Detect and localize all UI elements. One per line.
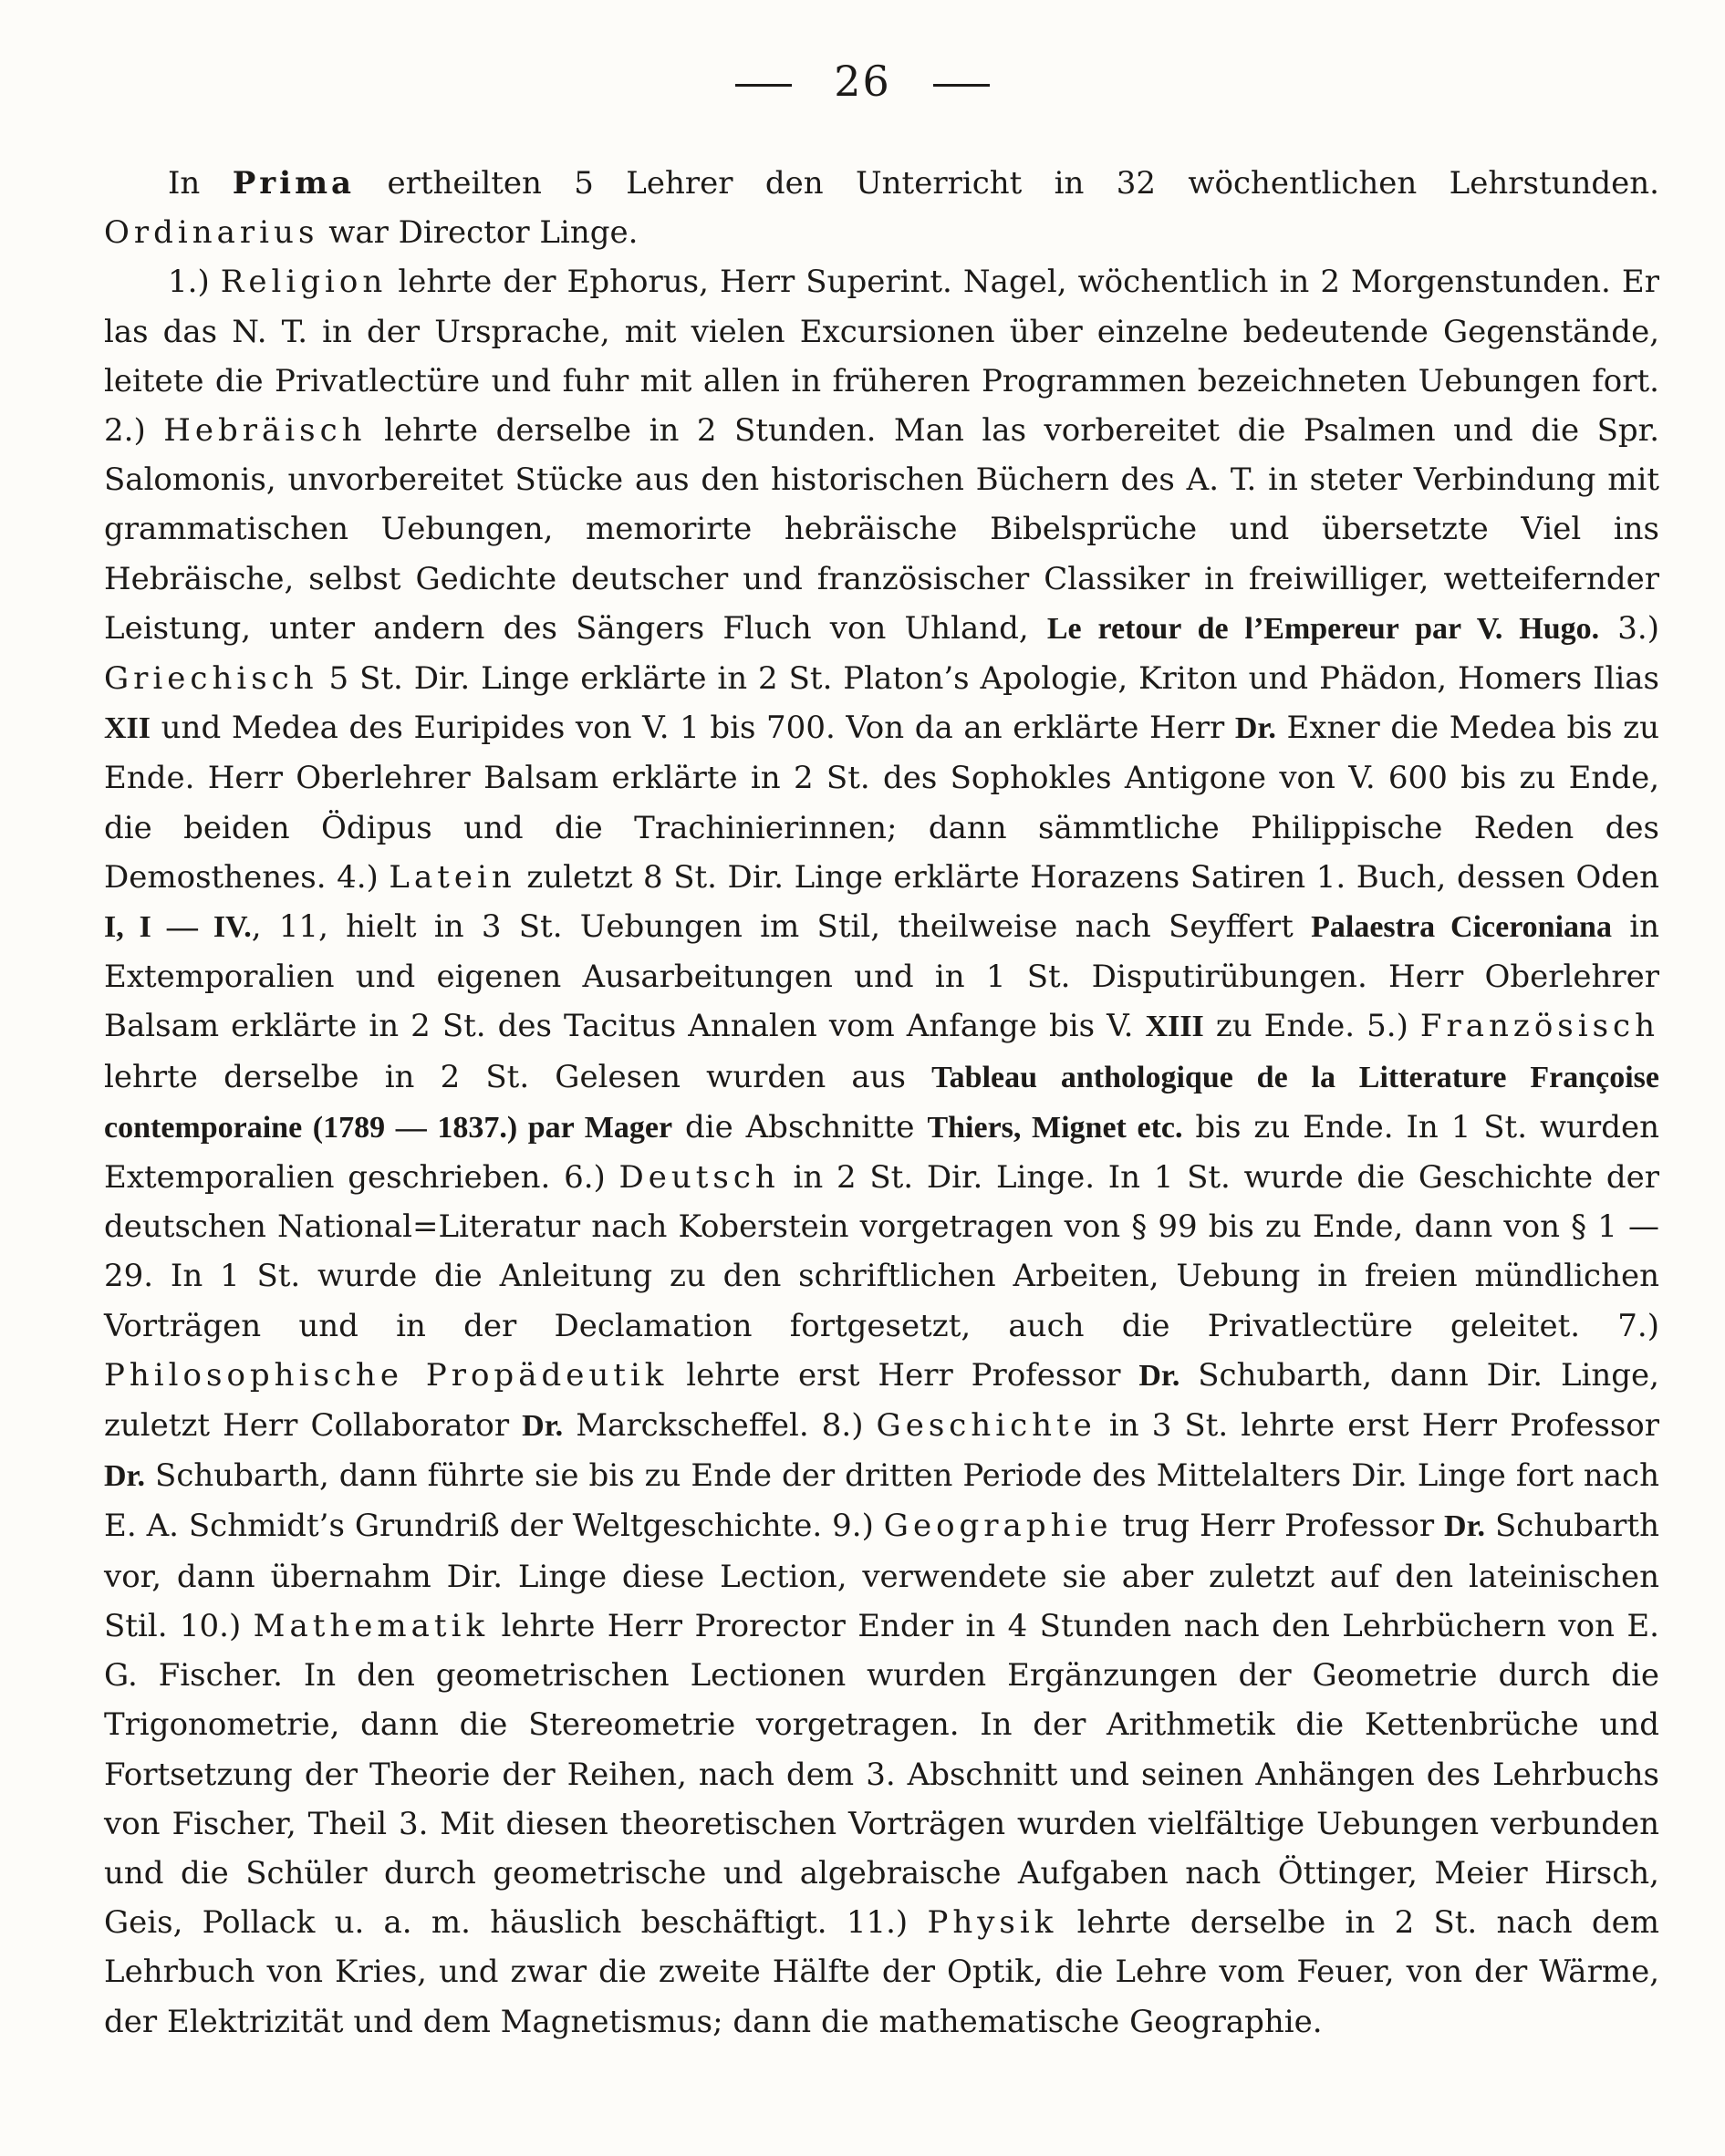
text-run: 5 St. Dir. Linge erklärte in 2 St. Platon’s Apologie, Kriton und Phädon, Homers Ilias [317, 660, 1659, 698]
emphasis-roman: Dr. [522, 1409, 564, 1444]
emphasis-spaced: Latein [389, 858, 516, 896]
emphasis-spaced: Mathematik [253, 1607, 490, 1644]
text-run: in Extemporalien und eigenen Ausarbeitungen und in 1 St. Disputirübungen. Herr Oberlehrer Balsam erklärte in 2 St. des Tacitus Annalen vom Anfange bis V. [104, 908, 1659, 1045]
page-number-dash-right [933, 84, 990, 87]
text-run: Schubarth, dann führte sie bis zu Ende der dritten Periode des Mittelalters Dir. Linge fort nach E. A. Schmidt’s Grundriß der Weltgeschichte. 9.) [104, 1457, 1659, 1545]
emphasis-spaced: Deutsch [618, 1159, 780, 1197]
page-number-dash-left [735, 84, 792, 87]
text-run: 1.) [168, 264, 221, 301]
emphasis-spaced: Griechisch [104, 660, 318, 698]
text-run: lehrte Herr Prorector Ender in 4 Stunden nach den Lehrbüchern von E. G. Fischer. In den geometrischen Lectionen wurden Ergänzungen der Geometrie durch die Trigonometrie, dann die Stereometrie vorgetragen. In der Arithmetik die Kettenbrüche und Fortsetzung der Theorie der Reihen, nach dem 3. Abschnitt und seinen Anhängen des Lehrbuchs von Fischer, Theil 3. Mit diesen theoretischen Vorträgen wurden vielfältige Uebungen verbunden und die Schüler durch geometrische und algebraische Aufgaben nach Öttinger, Meier Hirsch, Geis, Pollack u. a. m. häuslich beschäftigt. 11.) [104, 1607, 1659, 1942]
emphasis-spaced: Französisch [1419, 1008, 1659, 1045]
text-run: in 2 St. Dir. Linge. In 1 St. wurde die Geschichte der deutschen National=Literatur nach Koberstein vorgetragen von § 99 bis zu Ende, dann von § 1 — 29. In 1 St. wurde die Anleitung zu den schriftlichen Arbeiten, Uebung in freien mündlichen Vorträgen und in der Declamation fortgesetzt, auch die Privatlectüre geleitet. 7.) [104, 1159, 1659, 1344]
text-run: 3.) [1599, 609, 1659, 647]
emphasis-spaced: Hebräisch [163, 412, 367, 450]
text-run: lehrte erst Herr Professor [668, 1356, 1139, 1394]
text-run: ertheilten 5 Lehrer den Unterricht in 32 wöchentlichen Lehrstunden. [355, 165, 1659, 202]
emphasis-roman: Thiers, Mignet etc. [927, 1110, 1183, 1145]
emphasis-roman: Palaestra Ciceroniana [1311, 910, 1612, 945]
text-run: zu Ende. 5.) [1203, 1008, 1420, 1045]
text-run: In [168, 165, 233, 202]
text-run: , 11, hielt in 3 St. Uebungen im Stil, theilweise nach Seyffert [251, 908, 1312, 946]
emphasis-spaced: Religion [220, 264, 388, 301]
emphasis-roman: Le retour de l’Empereur par V. Hugo. [1046, 611, 1600, 646]
text-run: die Abschnitte [672, 1108, 928, 1145]
text-run: in 3 St. lehrte erst Herr Professor [1096, 1407, 1660, 1445]
body-text [104, 159, 1659, 2047]
text-run: lehrte der Ephorus, Herr Superint. Nagel, wöchentlich in 2 Morgenstunden. Er las das N. T. in der Ursprache, mit vielen Excursionen über einzelne bedeutende Gegenstände, leitete die Privatlectüre und fuhr mit allen in früheren Programmen bezeichneten Uebungen fort. 2.) [104, 264, 1660, 450]
emphasis-spaced: Geschichte [876, 1407, 1096, 1445]
emphasis-roman: I, I — IV. [104, 910, 252, 945]
text-run: trug Herr Professor [1112, 1508, 1445, 1545]
paragraph-subjects [104, 257, 1659, 2046]
text-run: Exner die Medea bis zu Ende. Herr Oberlehrer Balsam erklärte in 2 St. des Sophokles Antigone von V. 600 bis zu Ende, die beiden Ödipus und die Trachinierinnen; dann sämmtliche Philippische Reden des Demosthenes. 4.) [104, 710, 1659, 896]
text-run: Marckscheffel. 8.) [563, 1407, 877, 1445]
emphasis-spaced: Physik [927, 1904, 1058, 1942]
text-run: Schubarth vor, dann übernahm Dir. Linge diese Lection, verwendete sie aber zuletzt auf den lateinischen Stil. 10.) [104, 1508, 1659, 1644]
text-run: lehrte derselbe in 2 St. Gelesen wurden aus [104, 1058, 932, 1095]
text-run: zuletzt 8 St. Dir. Linge erklärte Horazens Satiren 1. Buch, dessen Oden [515, 858, 1659, 896]
emphasis-roman: Dr. [1138, 1358, 1180, 1393]
emphasis-roman: Dr. [1234, 711, 1276, 746]
emphasis-roman: Dr. [104, 1459, 146, 1494]
emphasis-spaced: Geographie [883, 1508, 1113, 1545]
page-number [0, 57, 1725, 106]
text-run: bis zu Ende. In 1 St. wurden Extemporalien geschrieben. 6.) [104, 1108, 1659, 1197]
text-run: lehrte derselbe in 2 St. nach dem Lehrbuch von Kries, und zwar die zweite Hälfte der Optik, die Lehre vom Feuer, von der Wärme, der Elektrizität und dem Magnetismus; dann die mathematische Geographie. [104, 1904, 1660, 2040]
emphasis-roman: Tableau anthologique de la Litterature Françoise contemporaine (1789 — 1837.) par Mager [104, 1060, 1659, 1145]
emphasis-spaced: Ordinarius [104, 214, 319, 252]
emphasis-heavy: Prima [232, 165, 356, 202]
emphasis-roman: XIII [1145, 1010, 1204, 1044]
emphasis-spaced: Philosophische Propädeutik [104, 1356, 669, 1394]
text-run: und Medea des Euripides von V. 1 bis 700. Von da an erklärte Herr [151, 710, 1235, 747]
emphasis-roman: XII [104, 711, 151, 746]
paragraph-prima-intro [104, 159, 1659, 257]
text-run: Schubarth, dann Dir. Linge, zuletzt Herr Collaborator [104, 1356, 1659, 1445]
emphasis-roman: Dr. [1444, 1509, 1486, 1544]
text-run: lehrte derselbe in 2 Stunden. Man las vorbereitet die Psalmen und die Spr. Salomonis, unvorbereitet Stücke aus den historischen Büchern des A. T. in steter Verbindung mit grammatischen Uebungen, memorirte hebräische Bibelsprüche und übersetzte Viel ins Hebräische, selbst Gedichte deutscher und französischer Classiker in freiwilliger, wetteifernder Leistung, unter andern des Sängers Fluch von Uhland, [104, 412, 1659, 647]
text-run: war Director Linge. [318, 214, 639, 252]
page-number-value: 26 [834, 57, 891, 106]
